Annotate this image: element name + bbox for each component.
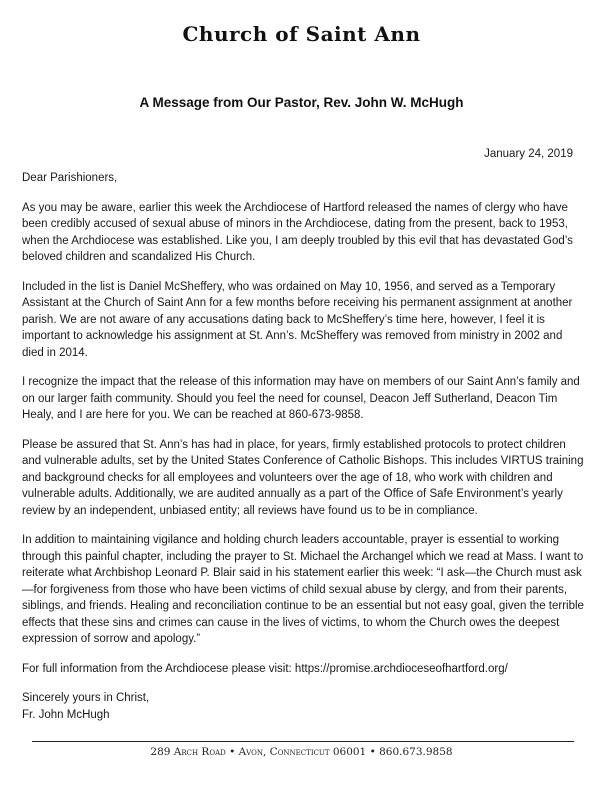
paragraph-link: For full information from the Archdiocese please visit: https://promise.archdioceseofhartford.org/ — [22, 662, 508, 675]
footer-divider — [32, 741, 574, 742]
salutation: Dear Parishioners, — [22, 172, 118, 184]
closing-line: Sincerely yours in Christ, — [22, 692, 150, 704]
letter-subject: A Message from Our Pastor, Rev. John W. McHugh — [139, 95, 464, 110]
signature: Fr. John McHugh — [22, 708, 110, 721]
letterhead-title: Church of Saint Ann — [182, 22, 421, 46]
paragraph-counsel: I recognize the impact that the release of this information may have on members of our Saint Ann’s family and on our larger faith community. Should you feel the need for counsel, Deacon Jeff Sutherland, Deacon Tim Healy, and I are here for you. We can be reached at 860-673-9858. — [22, 376, 580, 421]
footer-address: 289 Arch Road • Avon, Connecticut 06001 • 860.673.9858 — [150, 746, 453, 758]
paragraph-protocols: Please be assured that St. Ann’s has had in place, for years, firmly established protocols to protect children and vulnerable adults, set by the United States Conference of Catholic Bishops. This includes VIRTUS training and background checks for all employees and volunteers over the age of 18, who work with children and vulnerable adults. Additionally, we are audited annually as a part of the Office of Safe Environment’s yearly review by an independent, unbiased entity; all reviews have found us to be in compliance. — [22, 438, 584, 517]
paragraph-awareness: As you may be aware, earlier this week the Archdiocese of Hartford released the names of clergy who have been credibly accused of sexual abuse of minors in the Archdiocese, dating from the present, back to 1953, when the Archdiocese was established. Like you, I am deeply troubled by this evil that has devastated God’s beloved children and scandalized His Church. — [22, 201, 573, 263]
paragraph-prayer: In addition to maintaining vigilance and holding church leaders accountable, prayer is essential to working through this painful chapter, including the prayer to St. Michael the Archangel which we read at Mass. I want to reiterate what Archbishop Leonard P. Blair said in his statement earlier this week: “I ask—the Church must ask—for forgiveness from those who have been victims of child sexual abuse by clergy, and from their parents, siblings, and friends. Healing and reconciliation continue to be an essential but not easy goal, given the terrible effects that these sins and crimes can cause in the lives of victims, to whom the Church owes the deepest expression of sorrow and apology.” — [22, 534, 584, 645]
paragraph-mcsheffery: Included in the list is Daniel McSheffery, who was ordained on May 10, 1956, and served as a Temporary Assistant at the Church of Saint Ann for a few months before receiving his permanent assignment at another parish. We are not aware of any accusations dating back to McSheffery’s time here, however, I feel it is important to acknowledge his assignment at St. Ann’s. McSheffery was removed from ministry in 2002 and died in 2014. — [22, 280, 573, 359]
letter-date: January 24, 2019 — [484, 148, 573, 160]
letter-body — [22, 170, 587, 723]
closing-block — [22, 690, 587, 723]
